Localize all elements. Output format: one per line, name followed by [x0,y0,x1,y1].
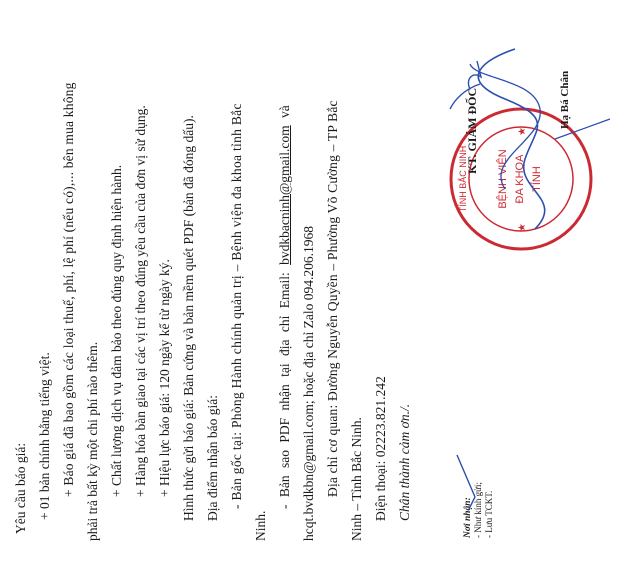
recipients-title: Nơi nhận: [463,497,473,538]
body-line: - Bản gốc tại: Phòng Hành chính quản trị – Bệnh viện đa khoa tỉnh Bắc [229,103,244,509]
body-line: hcqt.bvdkbn@gmail.com; hoặc địa chỉ Zalo 094.206.1968 [301,226,316,541]
body-line: + 01 bản chính bằng tiếng việt. [37,352,52,520]
body-line: + Hàng hóa bàn giao tại các vị trí theo đúng yêu cầu của đơn vị sử dụng. [133,105,148,497]
stamp-line: ĐA KHOA [514,154,526,204]
body-line: Địa chỉ cơ quan: Đường Nguyễn Quyền – Phường Võ Cường – TP Bắc [325,100,340,497]
body-line: Ninh. [253,510,268,541]
body-line: + Chất lượng dịch vụ đảm bảo theo đúng quy định hiện hành. [109,164,124,497]
body-line: Ninh – Tỉnh Bắc Ninh. [349,417,364,541]
quote-requirements-heading: Yêu cầu báo giá: [13,442,28,534]
stamp-line: TỈNH [531,166,543,192]
body-line: + Hiệu lực báo giá: 120 ngày kể từ ngày ký. [157,259,172,497]
body-line: Địa điểm nhận báo giá: [205,395,220,521]
body-line: + Báo giá đã bao gồm các loại thuế, phí, lệ phí (nếu có),... bên mua không [61,82,76,497]
phone-line: Điện thoại: 02223.821.242 [373,376,388,521]
recipient-item: - Lưu TCKT. [484,490,494,538]
body-line: Hình thức gửi báo giá: Bản cứng và bản mềm quét PDF (bản đã đóng dấu). [181,115,196,521]
svg-text:★: ★ [517,127,528,136]
closing-line: Chân thành cảm ơn./. [397,403,412,521]
recipient-item: - Như kính gửi; [473,481,483,538]
signer-name: Hạ Bá Chân [559,70,571,129]
svg-text:★: ★ [517,223,528,232]
email-link[interactable]: bvdkbacninh@gmail.com [277,125,292,265]
stamp-ring-text: TỈNH BẮC NINH [458,145,468,213]
stamp-line: BỆNH VIỆN [497,149,509,209]
director-title: KT. GIÁM ĐỐC [465,87,479,174]
body-line-email: - Bản sao PDF nhận tại địa chỉ Email: bvdkbacninh@gmail.com và [277,105,292,509]
recipients-checkmark [455,451,477,511]
body-line: phải trả bất kỳ một chi phí nào thêm. [85,341,100,541]
